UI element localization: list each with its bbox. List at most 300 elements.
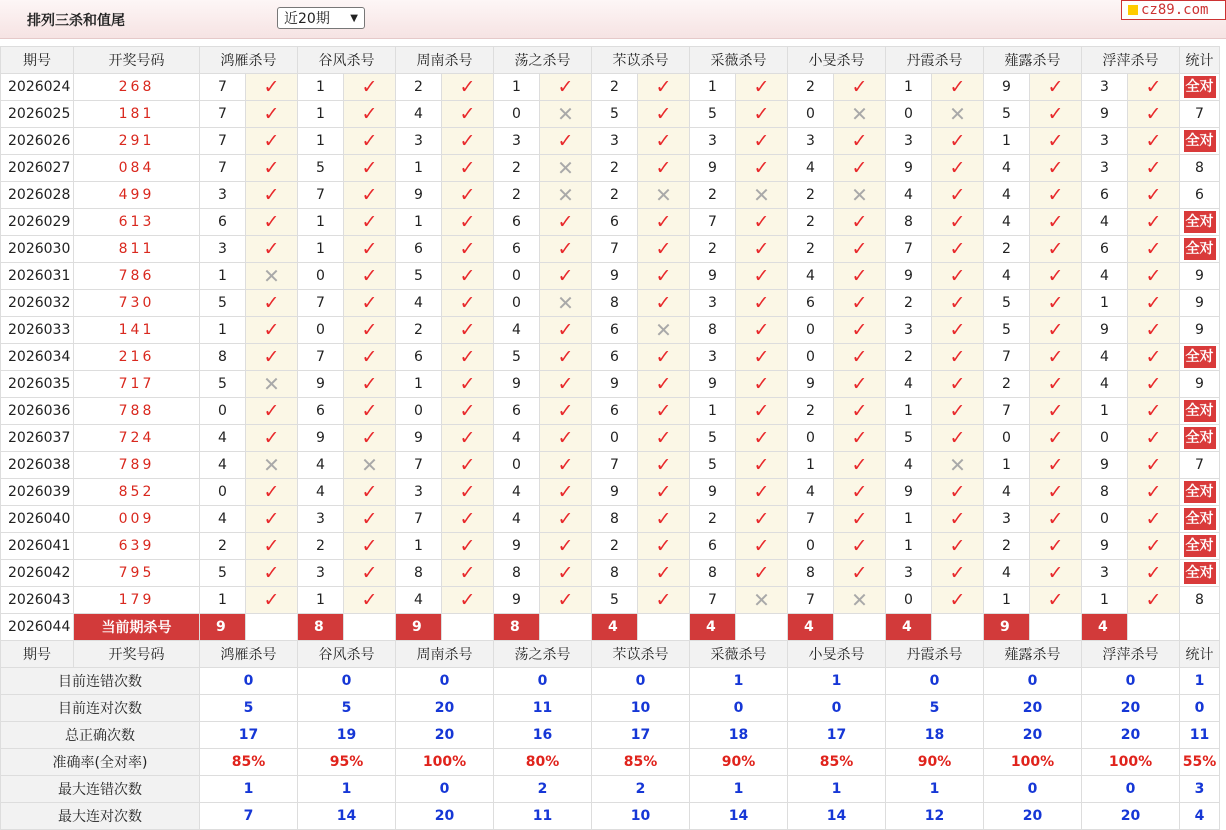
kill-number: 8 <box>592 560 638 587</box>
check-mark: ✓ <box>459 130 476 152</box>
kill-number: 4 <box>298 479 344 506</box>
all-correct-badge: 全对 <box>1184 76 1216 98</box>
kill-number: 9 <box>298 425 344 452</box>
stat-cell <box>1180 398 1220 425</box>
check-mark: ✓ <box>557 211 574 233</box>
check-mark: ✓ <box>851 427 868 449</box>
stats-value: 20 <box>984 722 1082 749</box>
kill-number: 9 <box>494 533 540 560</box>
check-icon <box>540 128 592 155</box>
check-mark: ✓ <box>459 265 476 287</box>
kill-table <box>0 46 1220 830</box>
stat-cell <box>1180 533 1220 560</box>
current-kill-blank <box>932 614 984 641</box>
kill-number: 6 <box>494 236 540 263</box>
check-icon <box>1030 317 1082 344</box>
check-mark: ✓ <box>949 157 966 179</box>
cross-mark: ✕ <box>655 183 672 207</box>
kill-number: 1 <box>886 533 932 560</box>
check-icon <box>246 317 298 344</box>
kill-number: 6 <box>690 533 736 560</box>
check-icon <box>736 290 788 317</box>
issue-number: 2026033 <box>1 317 74 344</box>
check-mark: ✓ <box>1047 292 1064 314</box>
check-mark: ✓ <box>949 292 966 314</box>
check-icon <box>246 506 298 533</box>
header-expert-0: 鸿雁杀号 <box>200 47 298 74</box>
check-icon <box>736 317 788 344</box>
kill-number: 3 <box>200 236 246 263</box>
table-row <box>1 74 1220 101</box>
header-expert-2: 周南杀号 <box>396 641 494 668</box>
check-mark: ✓ <box>459 481 476 503</box>
kill-number: 7 <box>886 236 932 263</box>
stat-cell <box>1180 74 1220 101</box>
draw-number: 499 <box>74 182 200 209</box>
stat-cell: 9 <box>1180 317 1220 344</box>
check-mark: ✓ <box>949 589 966 611</box>
check-mark: ✓ <box>459 346 476 368</box>
kill-number: 4 <box>984 155 1030 182</box>
check-icon <box>834 263 886 290</box>
current-kill-number: 9 <box>200 614 246 641</box>
kill-number: 2 <box>592 155 638 182</box>
issue-number: 2026025 <box>1 101 74 128</box>
check-mark: ✓ <box>851 238 868 260</box>
kill-number: 9 <box>1082 101 1128 128</box>
kill-number: 1 <box>788 452 834 479</box>
stats-value: 20 <box>396 803 494 830</box>
check-icon <box>834 236 886 263</box>
kill-number: 3 <box>690 128 736 155</box>
check-mark: ✓ <box>1145 373 1162 395</box>
header-expert-8: 薤露杀号 <box>984 641 1082 668</box>
check-icon <box>834 506 886 533</box>
kill-number: 6 <box>592 398 638 425</box>
cross-mark: ✕ <box>851 183 868 207</box>
draw-number: 786 <box>74 263 200 290</box>
kill-number: 7 <box>788 506 834 533</box>
check-icon <box>1128 101 1180 128</box>
header-expert-7: 丹霞杀号 <box>886 47 984 74</box>
current-kill-label: 当前期杀号 <box>74 614 200 641</box>
stats-value: 80% <box>494 749 592 776</box>
check-icon <box>246 587 298 614</box>
kill-number: 4 <box>788 479 834 506</box>
table-row <box>1 398 1220 425</box>
check-mark: ✓ <box>459 319 476 341</box>
kill-number: 1 <box>396 155 442 182</box>
kill-number: 7 <box>984 398 1030 425</box>
kill-number: 3 <box>886 560 932 587</box>
header-expert-9: 浮萍杀号 <box>1082 47 1180 74</box>
check-icon <box>638 290 690 317</box>
check-mark: ✓ <box>1145 211 1162 233</box>
stats-label: 目前连错次数 <box>1 668 200 695</box>
kill-number: 5 <box>690 425 736 452</box>
table-row <box>1 101 1220 128</box>
kill-number: 1 <box>298 101 344 128</box>
stats-value: 1 <box>298 776 396 803</box>
check-mark: ✓ <box>263 238 280 260</box>
kill-number: 0 <box>494 290 540 317</box>
kill-number: 3 <box>1082 155 1128 182</box>
cross-mark: ✕ <box>753 588 770 612</box>
check-icon <box>932 398 984 425</box>
check-mark: ✓ <box>1047 400 1064 422</box>
check-icon <box>638 236 690 263</box>
stat-cell <box>1180 560 1220 587</box>
check-mark: ✓ <box>459 427 476 449</box>
check-mark: ✓ <box>753 373 770 395</box>
kill-number: 0 <box>200 479 246 506</box>
stats-value: 17 <box>592 722 690 749</box>
check-icon <box>1030 560 1082 587</box>
kill-number: 2 <box>592 74 638 101</box>
check-icon <box>1128 290 1180 317</box>
check-mark: ✓ <box>655 346 672 368</box>
check-mark: ✓ <box>557 481 574 503</box>
kill-number: 6 <box>200 209 246 236</box>
header-expert-4: 芣苡杀号 <box>592 47 690 74</box>
draw-number: 789 <box>74 452 200 479</box>
check-mark: ✓ <box>655 562 672 584</box>
check-mark: ✓ <box>655 589 672 611</box>
kill-number: 8 <box>788 560 834 587</box>
kill-number: 9 <box>788 371 834 398</box>
check-mark: ✓ <box>361 184 378 206</box>
draw-number: 141 <box>74 317 200 344</box>
check-mark: ✓ <box>655 157 672 179</box>
table-row <box>1 209 1220 236</box>
cross-icon <box>246 263 298 290</box>
check-icon <box>246 479 298 506</box>
check-icon <box>344 506 396 533</box>
kill-number: 7 <box>592 236 638 263</box>
kill-number: 9 <box>886 263 932 290</box>
kill-number: 5 <box>592 101 638 128</box>
check-icon <box>1030 290 1082 317</box>
check-mark: ✓ <box>557 319 574 341</box>
cross-mark: ✕ <box>949 453 966 477</box>
stats-value: 100% <box>1082 749 1180 776</box>
check-mark: ✓ <box>851 508 868 530</box>
check-mark: ✓ <box>753 319 770 341</box>
kill-number: 0 <box>494 101 540 128</box>
issue-number: 2026024 <box>1 74 74 101</box>
check-mark: ✓ <box>851 535 868 557</box>
header-issue: 期号 <box>1 47 74 74</box>
check-mark: ✓ <box>361 265 378 287</box>
check-icon <box>1128 236 1180 263</box>
check-mark: ✓ <box>753 508 770 530</box>
stat-cell: 6 <box>1180 182 1220 209</box>
stats-value: 3 <box>1180 776 1220 803</box>
table-row <box>1 452 1220 479</box>
stat-cell: 7 <box>1180 452 1220 479</box>
check-icon <box>1030 479 1082 506</box>
check-mark: ✓ <box>263 589 280 611</box>
check-mark: ✓ <box>1047 184 1064 206</box>
check-icon <box>246 182 298 209</box>
check-mark: ✓ <box>753 454 770 476</box>
check-icon <box>540 317 592 344</box>
check-icon <box>834 344 886 371</box>
kill-number: 4 <box>984 209 1030 236</box>
stats-value: 1 <box>788 776 886 803</box>
kill-number: 4 <box>886 182 932 209</box>
kill-number: 4 <box>1082 209 1128 236</box>
check-icon <box>344 209 396 236</box>
kill-number: 1 <box>1082 290 1128 317</box>
kill-number: 2 <box>396 74 442 101</box>
kill-number: 6 <box>788 290 834 317</box>
check-mark: ✓ <box>851 76 868 98</box>
stats-value: 0 <box>690 695 788 722</box>
stat-cell <box>1180 128 1220 155</box>
check-icon <box>1030 236 1082 263</box>
header-expert-6: 小旻杀号 <box>788 47 886 74</box>
check-mark: ✓ <box>1145 589 1162 611</box>
check-icon <box>638 479 690 506</box>
header-expert-3: 荡之杀号 <box>494 47 592 74</box>
check-mark: ✓ <box>361 211 378 233</box>
check-icon <box>344 236 396 263</box>
check-icon <box>442 128 494 155</box>
check-icon <box>638 587 690 614</box>
check-mark: ✓ <box>851 130 868 152</box>
check-icon <box>442 155 494 182</box>
check-mark: ✓ <box>1047 481 1064 503</box>
check-mark: ✓ <box>1145 238 1162 260</box>
check-mark: ✓ <box>655 508 672 530</box>
kill-number: 1 <box>1082 398 1128 425</box>
cross-mark: ✕ <box>557 102 574 126</box>
check-icon <box>1030 533 1082 560</box>
check-icon <box>1128 155 1180 182</box>
kill-number: 3 <box>396 479 442 506</box>
check-icon <box>736 398 788 425</box>
kill-number: 7 <box>298 290 344 317</box>
stats-value: 2 <box>494 776 592 803</box>
table-row <box>1 236 1220 263</box>
check-icon <box>834 533 886 560</box>
cross-icon <box>540 290 592 317</box>
check-mark: ✓ <box>459 454 476 476</box>
check-mark: ✓ <box>1047 508 1064 530</box>
check-icon <box>1128 479 1180 506</box>
kill-number: 3 <box>298 506 344 533</box>
check-mark: ✓ <box>753 238 770 260</box>
kill-number: 2 <box>788 209 834 236</box>
all-correct-badge: 全对 <box>1184 130 1216 152</box>
check-mark: ✓ <box>263 130 280 152</box>
check-mark: ✓ <box>361 562 378 584</box>
stats-value: 0 <box>984 776 1082 803</box>
check-mark: ✓ <box>557 589 574 611</box>
header-expert-9: 浮萍杀号 <box>1082 641 1180 668</box>
kill-number: 1 <box>984 128 1030 155</box>
check-mark: ✓ <box>1145 265 1162 287</box>
stats-value: 1 <box>200 776 298 803</box>
check-mark: ✓ <box>361 535 378 557</box>
issue-number: 2026028 <box>1 182 74 209</box>
check-icon <box>932 128 984 155</box>
table-row <box>1 425 1220 452</box>
kill-number: 2 <box>690 236 736 263</box>
check-icon <box>246 74 298 101</box>
kill-number: 0 <box>494 263 540 290</box>
check-mark: ✓ <box>655 76 672 98</box>
kill-number: 4 <box>396 587 442 614</box>
kill-number: 7 <box>200 155 246 182</box>
check-icon <box>1128 209 1180 236</box>
kill-number: 3 <box>690 344 736 371</box>
check-mark: ✓ <box>753 157 770 179</box>
check-icon <box>344 371 396 398</box>
check-icon <box>638 425 690 452</box>
check-icon <box>736 101 788 128</box>
check-icon <box>834 209 886 236</box>
check-icon <box>932 209 984 236</box>
check-icon <box>638 560 690 587</box>
check-mark: ✓ <box>949 130 966 152</box>
stats-value: 1 <box>788 668 886 695</box>
check-icon <box>344 128 396 155</box>
stats-value: 7 <box>200 803 298 830</box>
check-icon <box>932 155 984 182</box>
check-mark: ✓ <box>655 373 672 395</box>
check-mark: ✓ <box>361 508 378 530</box>
check-icon <box>344 398 396 425</box>
check-icon <box>736 263 788 290</box>
check-mark: ✓ <box>1047 238 1064 260</box>
check-icon <box>736 452 788 479</box>
table-row <box>1 587 1220 614</box>
kill-number: 5 <box>200 290 246 317</box>
cross-mark: ✕ <box>263 372 280 396</box>
check-icon <box>638 101 690 128</box>
check-icon <box>1128 587 1180 614</box>
kill-number: 9 <box>984 74 1030 101</box>
site-logo[interactable] <box>1121 0 1226 20</box>
check-icon <box>540 506 592 533</box>
stats-value: 19 <box>298 722 396 749</box>
cross-mark: ✕ <box>949 102 966 126</box>
check-icon <box>540 236 592 263</box>
kill-number: 8 <box>396 560 442 587</box>
kill-number: 4 <box>396 101 442 128</box>
kill-number: 5 <box>200 371 246 398</box>
draw-number: 291 <box>74 128 200 155</box>
check-icon <box>442 209 494 236</box>
stats-value: 18 <box>690 722 788 749</box>
stats-value: 90% <box>690 749 788 776</box>
kill-number: 5 <box>984 101 1030 128</box>
kill-number: 0 <box>1082 506 1128 533</box>
check-icon <box>932 587 984 614</box>
table-row <box>1 317 1220 344</box>
check-mark: ✓ <box>459 238 476 260</box>
check-mark: ✓ <box>1047 157 1064 179</box>
stat-cell <box>1180 344 1220 371</box>
check-mark: ✓ <box>949 562 966 584</box>
check-mark: ✓ <box>851 454 868 476</box>
draw-number: 724 <box>74 425 200 452</box>
stats-value: 16 <box>494 722 592 749</box>
kill-number: 7 <box>592 452 638 479</box>
check-icon <box>442 398 494 425</box>
check-icon <box>736 344 788 371</box>
issue-number: 2026035 <box>1 371 74 398</box>
check-mark: ✓ <box>1145 562 1162 584</box>
kill-number: 2 <box>200 533 246 560</box>
check-mark: ✓ <box>459 589 476 611</box>
period-select[interactable] <box>277 7 365 29</box>
check-icon <box>344 155 396 182</box>
stats-label: 总正确次数 <box>1 722 200 749</box>
check-mark: ✓ <box>263 481 280 503</box>
check-mark: ✓ <box>851 373 868 395</box>
check-icon <box>442 344 494 371</box>
stats-value: 100% <box>396 749 494 776</box>
cross-mark: ✕ <box>263 453 280 477</box>
issue-number: 2026037 <box>1 425 74 452</box>
check-mark: ✓ <box>1145 454 1162 476</box>
kill-number: 5 <box>690 452 736 479</box>
issue-number: 2026029 <box>1 209 74 236</box>
check-mark: ✓ <box>557 427 574 449</box>
kill-number: 3 <box>984 506 1030 533</box>
check-icon <box>540 479 592 506</box>
check-icon <box>246 398 298 425</box>
cross-icon <box>540 182 592 209</box>
check-mark: ✓ <box>557 130 574 152</box>
check-mark: ✓ <box>655 211 672 233</box>
check-mark: ✓ <box>263 346 280 368</box>
check-mark: ✓ <box>557 562 574 584</box>
check-icon <box>344 101 396 128</box>
check-mark: ✓ <box>949 238 966 260</box>
kill-number: 9 <box>886 155 932 182</box>
check-mark: ✓ <box>1047 103 1064 125</box>
kill-number: 0 <box>494 452 540 479</box>
check-icon <box>246 209 298 236</box>
header-expert-0: 鸿雁杀号 <box>200 641 298 668</box>
kill-number: 1 <box>886 506 932 533</box>
kill-number: 6 <box>298 398 344 425</box>
cross-icon <box>638 182 690 209</box>
check-icon <box>1030 398 1082 425</box>
kill-number: 3 <box>690 290 736 317</box>
kill-number: 4 <box>984 182 1030 209</box>
stat-cell <box>1180 209 1220 236</box>
check-mark: ✓ <box>263 319 280 341</box>
all-correct-badge: 全对 <box>1184 535 1216 557</box>
stats-value: 18 <box>886 722 984 749</box>
kill-number: 4 <box>1082 371 1128 398</box>
check-mark: ✓ <box>753 292 770 314</box>
stats-value: 0 <box>396 668 494 695</box>
kill-number: 0 <box>886 101 932 128</box>
check-icon <box>1128 263 1180 290</box>
kill-number: 5 <box>592 587 638 614</box>
check-icon <box>834 425 886 452</box>
check-mark: ✓ <box>655 535 672 557</box>
cross-mark: ✕ <box>851 102 868 126</box>
check-icon <box>442 371 494 398</box>
check-mark: ✓ <box>753 265 770 287</box>
